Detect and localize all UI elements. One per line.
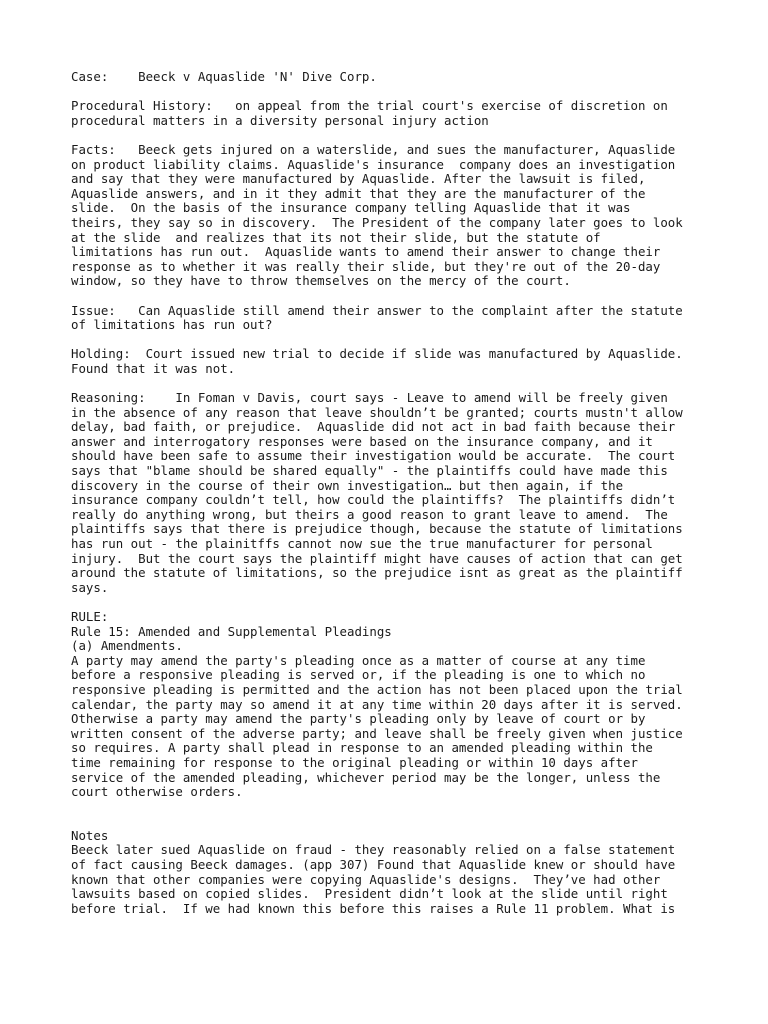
rule-section: [71, 610, 711, 800]
paragraph-gap: [71, 128, 711, 143]
facts-line: and say that they were manufactured by Aquaslide. After the lawsuit is filed,: [71, 171, 646, 187]
paragraph-gap: [71, 595, 711, 610]
reasoning-line: answer and interrogatory responses were based on the insurance company, and it: [71, 433, 653, 449]
facts-line: response as to whether it was really their slide, but they're out of the 20-day: [71, 258, 661, 274]
reasoning-line: injury. But the court says the plaintiff might have causes of action that can get: [71, 550, 683, 566]
paragraph-gap: [71, 289, 711, 304]
rule-line: service of the amended pleading, whichever period may be the longer, unless the: [71, 769, 661, 785]
reasoning-line: says.: [71, 579, 109, 595]
issue-section: [71, 304, 711, 333]
rule-title: Rule 15: Amended and Supplemental Pleadings: [71, 623, 392, 639]
paragraph-gap: [71, 376, 711, 391]
notes-line: before trial. If we had known this before this raises a Rule 11 problem. What is: [71, 900, 676, 916]
facts-line: window, so they have to throw themselves on the mercy of the court.: [71, 273, 571, 289]
reasoning-line: insurance company couldn’t tell, how could the plaintiffs? The plaintiffs didn’t: [71, 492, 676, 508]
reasoning-line: Reasoning: In Foman v Davis, court says - Leave to amend will be freely given: [71, 390, 668, 406]
rule-line: responsive pleading is permitted and the action has not been placed upon the trial: [71, 681, 683, 697]
notes-line: lawsuits based on copied slides. President didn’t look at the slide until right: [71, 886, 668, 902]
document-page: [71, 70, 711, 916]
rule-line: so requires. A party shall plead in response to an amended pleading within the: [71, 740, 653, 756]
rule-line: before a responsive pleading is served or, if the pleading is one to which no: [71, 667, 646, 683]
facts-line: Aquaslide answers, and in it they admit that they are the manufacturer of the: [71, 185, 646, 201]
procedural-history-line: Procedural History: on appeal from the trial court's exercise of discretion on: [71, 98, 668, 114]
notes-section: [71, 829, 711, 917]
reasoning-line: should have been safe to assume their investigation would be accurate. The court: [71, 448, 676, 464]
facts-line: on product liability claims. Aquaslide's insurance company does an investigation: [71, 156, 676, 172]
facts-line: theirs, they say so in discovery. The President of the company later goes to look: [71, 214, 683, 230]
reasoning-line: delay, bad faith, or prejudice. Aquaslide did not act in bad faith because their: [71, 419, 676, 435]
facts-line: at the slide and realizes that its not their slide, but the statute of: [71, 229, 601, 245]
reasoning-line: says that "blame should be shared equally" - the plaintiffs could have made this: [71, 463, 668, 479]
rule-line: court otherwise orders.: [71, 784, 243, 800]
facts-line: Facts: Beeck gets injured on a waterslide, and sues the manufacturer, Aquaslide: [71, 141, 676, 157]
rule-line: Otherwise a party may amend the party's pleading only by leave of court or by: [71, 711, 646, 727]
notes-line: Beeck later sued Aquaslide on fraud - they reasonably relied on a false statement: [71, 842, 676, 858]
issue-line: Issue: Can Aquaslide still amend their answer to the complaint after the statute: [71, 302, 683, 318]
rule-line: A party may amend the party's pleading once as a matter of course at any time: [71, 652, 646, 668]
notes-line: of fact causing Beeck damages. (app 307) Found that Aquaslide knew or should have: [71, 857, 676, 873]
rule-line: written consent of the adverse party; and leave shall be freely given when justice: [71, 725, 683, 741]
rule-subheading: (a) Amendments.: [71, 638, 183, 654]
rule-heading: RULE:: [71, 608, 109, 624]
rule-line: time remaining for response to the original pleading or within 10 days after: [71, 754, 638, 770]
reasoning-section: [71, 391, 711, 595]
case-section: [71, 70, 711, 85]
paragraph-gap: [71, 85, 711, 100]
reasoning-line: really do anything wrong, but theirs a good reason to grant leave to amend. The: [71, 506, 668, 522]
reasoning-line: discovery in the course of their own investigation… but then again, if the: [71, 477, 624, 493]
facts-line: limitations has run out. Aquaslide wants to amend their answer to change their: [71, 244, 661, 260]
facts-line: slide. On the basis of the insurance company telling Aquaslide that it was: [71, 200, 631, 216]
case-line: Case: Beeck v Aquaslide 'N' Dive Corp.: [71, 69, 377, 84]
notes-heading: Notes: [71, 827, 109, 843]
reasoning-line: has run out - the plainitffs cannot now sue the true manufacturer for personal: [71, 536, 653, 551]
procedural-history-line: procedural matters in a diversity personal injury action: [71, 112, 489, 128]
rule-line: calendar, the party may so amend it at any time within 20 days after it is served.: [71, 696, 683, 712]
holding-line: Found that it was not.: [71, 360, 236, 376]
reasoning-line: plaintiffs says that there is prejudice though, because the statute of limitations: [71, 521, 683, 537]
issue-line: of limitations has run out?: [71, 317, 273, 333]
reasoning-line: around the statute of limitations, so the prejudice isnt as great as the plaintiff: [71, 565, 683, 581]
paragraph-gap: [71, 333, 711, 348]
procedural-history-section: [71, 99, 711, 128]
facts-section: [71, 143, 711, 289]
paragraph-gap: [71, 800, 711, 829]
reasoning-line: in the absence of any reason that leave shouldn’t be granted; courts mustn't allow: [71, 404, 683, 420]
holding-section: [71, 347, 711, 376]
holding-line: Holding: Court issued new trial to decide if slide was manufactured by Aquaslide.: [71, 346, 683, 362]
notes-line: known that other companies were copying Aquaslide's designs. They’ve had other: [71, 871, 661, 887]
